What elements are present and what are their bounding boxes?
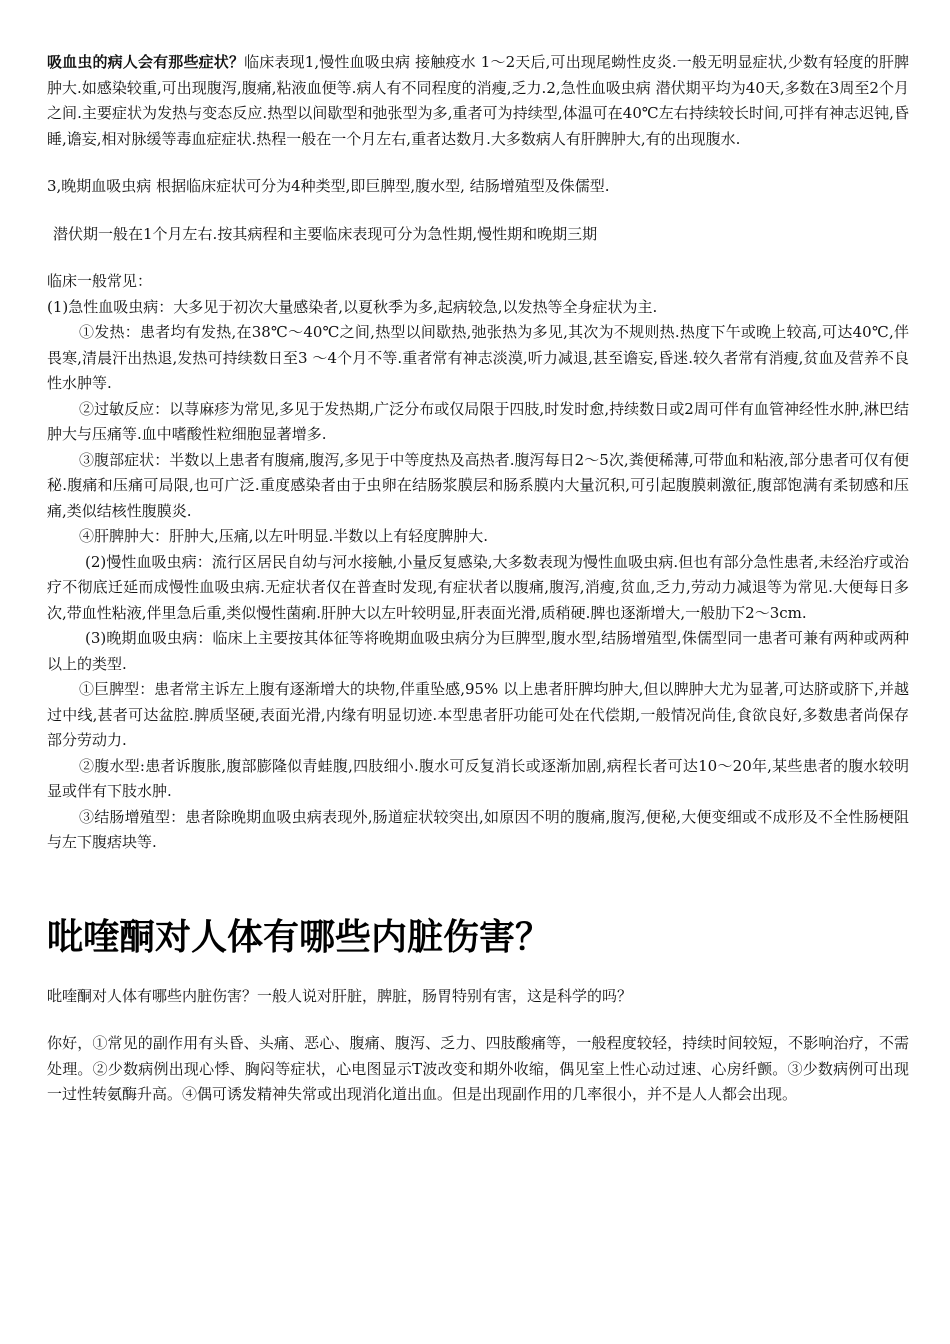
abdominal-paragraph: ③腹部症状：半数以上患者有腹痛,腹泻,多见于中等度热及高热者.腹泻每日2～5次,粪便稀薄,可带血和粘液,部分患者可仅有便秘.腹痛和压痛可局限,也可广泛.重度感染者由于虫卵在结肠浆膜层和肠系膜内大量沉积,可引起腹膜刺激征,腹部饱满有柔韧感和压痛,类似结核性腹膜炎. (47, 450, 909, 520)
answer-paragraph: 你好，①常见的副作用有头昏、头痛、恶心、腹痛、腹泻、乏力、四肢酸痛等，一般程度较轻，持续时间较短，不影响治疗，不需处理。②少数病例出现心悸、胸闷等症状，心电图显示T波改变和期外收缩，偶见室上性心动过速、心房纤颤。③少数病例可出现一过性转氨酶升高。④偶可诱发精神失常或出现消化道出血。但是出现副作用的几率很小，并不是人人都会出现。 (47, 1034, 909, 1103)
question-heading: 吸血虫的病人会有那些症状？ (47, 53, 245, 71)
incubation-paragraph: 潜伏期一般在1个月左右.按其病程和主要临床表现可分为急性期,慢性期和晚期三期 (53, 224, 598, 243)
giant-spleen-paragraph: ①巨脾型：患者常主诉左上腹有逐渐增大的块物,伴重坠感,95% 以上患者肝脾均肿大,但以脾肿大尤为显著,可达脐或脐下,并越过中线,甚者可达盆腔.脾质坚硬,表面光滑,内缘有明显切迹.本型患者肝功能可处在代偿期,一般情况尚佳,食欲良好,多数患者尚保存部分劳动力. (47, 680, 909, 749)
late-types-paragraph: 3,晚期血吸虫病 根据临床症状可分为4种类型,即巨脾型,腹水型, 结肠增殖型及侏儒型. (47, 177, 610, 195)
colonic-paragraph: ③结肠增殖型：患者除晚期血吸虫病表现外,肠道症状较突出,如原因不明的腹痛,腹泻,便秘,大便变细或不成形及不全性肠梗阻与左下腹痞块等. (47, 807, 909, 851)
late-paragraph: (3)晚期血吸虫病：临床上主要按其体征等将晚期血吸虫病分为巨脾型,腹水型,结肠增殖型,侏儒型同一患者可兼有两种或两种以上的类型. (47, 629, 909, 673)
question-paragraph: 吡喹酮对人体有哪些内脏伤害？一般人说对肝脏，脾脏，肠胃特别有害，这是科学的吗？ (47, 986, 633, 1005)
document-page (47, 50, 909, 1108)
acute-paragraph: (1)急性血吸虫病：大多见于初次大量感染者,以夏秋季为多,起病较急,以发热等全身症状为主. (47, 297, 658, 316)
intro-text: 临床表现1,慢性血吸虫病 接触疫水 1～2天后,可出现尾蚴性皮炎.一般无明显症状,少数有轻度的肝脾肿大.如感染较重,可出现腹泻,腹痛,粘液血便等.病人有不同程度的消瘦,乏力.2,急性血吸虫病 潜伏期平均为40天,多数在3周至2个月之间.主要症状为发热与变态反应.热型以间歇型和弛张型为多,重者可为持续型,体温可在40℃左右持续较长时间,可拌有神志迟钝,昏睡,谵妄,相对脉缓等毒血症症状.热程一般在一个月左右,重者达数月.大多数病人有肝脾肿大,有的出现腹水. (47, 53, 909, 148)
fever-paragraph: ①发热：患者均有发热,在38℃～40℃之间,热型以间歇热,弛张热为多见,其次为不规则热.热度下午或晚上较高,可达40℃,伴畏寒,清晨汗出热退,发热可持续数日至3 ～4个月不等.重者常有神志淡漠,听力减退,甚至谵妄,昏迷.较久者常有消瘦,贫血及营养不良性水肿等. (47, 323, 909, 392)
section-title: 吡喹酮对人体有哪些内脏伤害？ (47, 916, 552, 958)
common-heading: 临床一般常见： (47, 272, 153, 290)
allergy-paragraph: ②过敏反应：以荨麻疹为常见,多见于发热期,广泛分布或仅局限于四肢,时发时愈,持续数日或2周可伴有血管神经性水肿,淋巴结肿大与压痛等.血中嗜酸性粒细胞显著增多. (47, 399, 909, 443)
hepatosplenomegaly-paragraph: ④肝脾肿大：肝肿大,压痛,以左叶明显.半数以上有轻度脾肿大. (79, 527, 489, 545)
intro-paragraph (47, 50, 909, 152)
ascites-paragraph: ②腹水型:患者诉腹胀,腹部膨隆似青蛙腹,四肢细小.腹水可反复消长或逐渐加剧,病程长者可达10～20年,某些患者的腹水较明显或伴有下肢水肿. (47, 756, 909, 800)
chronic-paragraph: (2)慢性血吸虫病：流行区居民自幼与河水接触,小量反复感染,大多数表现为慢性血吸虫病.但也有部分急性患者,未经治疗或治疗不彻底迁延而成慢性血吸虫病.无症状者仅在普查时发现,有症状者以腹痛,腹泻,消瘦,贫血,乏力,劳动力减退等为常见.大便每日多次,带血性粘液,伴里急后重,类似慢性菌痢.肝肿大以左叶较明显,肝表面光滑,质稍硬.脾也逐渐增大,一般肋下2～3cm. (47, 552, 909, 622)
